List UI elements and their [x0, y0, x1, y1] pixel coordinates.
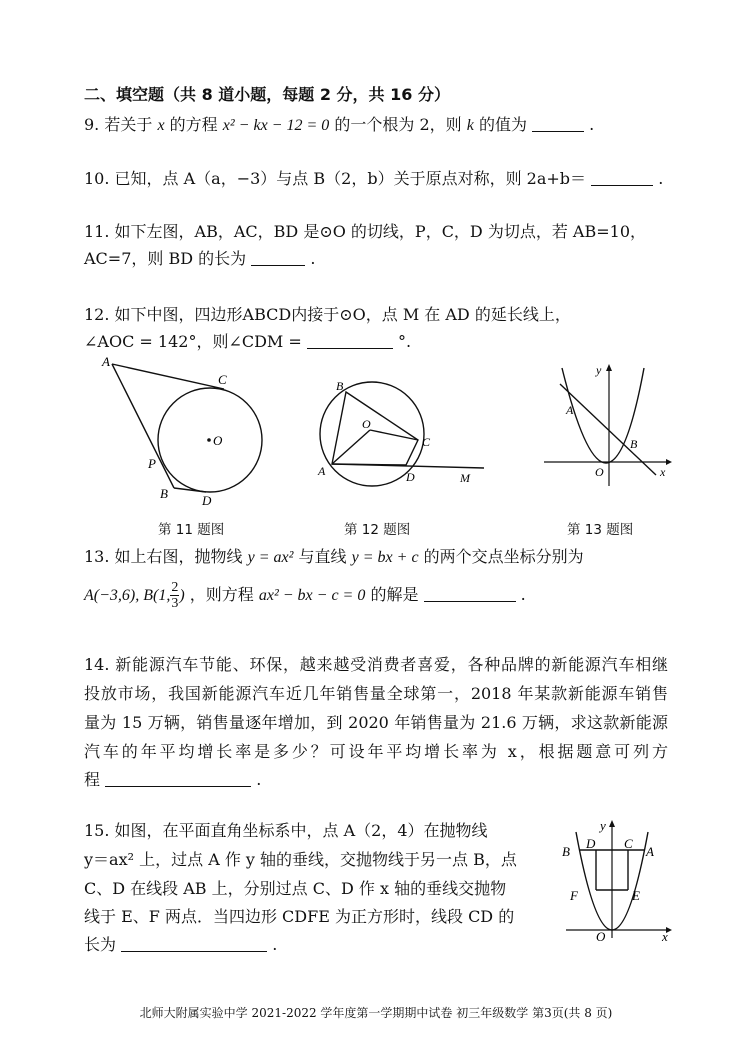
q10-answer-blank[interactable]: [591, 169, 653, 186]
question-14-line5: [84, 769, 261, 791]
q15-end: .: [272, 935, 278, 954]
q13-end: .: [520, 585, 526, 604]
fig15-label-b: B: [562, 844, 570, 859]
q9-var-x: x: [157, 117, 165, 134]
fig13-label-o: O: [595, 465, 604, 479]
fig13-caption: 第 13 题图: [567, 522, 634, 538]
q13-fraction: [170, 580, 179, 611]
fig15-label-o: O: [596, 929, 606, 942]
fig13-y-arrow: [606, 364, 612, 371]
q12-answer-blank[interactable]: [307, 332, 393, 349]
fig15-label-e: E: [632, 888, 640, 903]
q13-prefix: 13. 如上右图，抛物线: [84, 547, 243, 566]
q9-equation: x² − kx − 12 = 0: [222, 117, 330, 134]
q13-mid: 与直线: [298, 547, 347, 566]
q9-mid: 的方程: [169, 115, 218, 134]
question-14-line2: 投放市场，我国新能源汽车近几年销售量全球第一，2018 年某款新能源车销售: [84, 684, 668, 703]
q13-frac-den: 3: [171, 596, 179, 611]
q14-line5: 程: [84, 770, 101, 789]
fig12-label-o: O: [362, 417, 371, 431]
q13-line2-mid: ，则方程: [189, 585, 254, 604]
fig12-label-a: A: [318, 464, 326, 478]
q15-line5: 长为: [84, 935, 117, 954]
fig13-label-x: x: [660, 465, 666, 479]
fig12-label-c: C: [422, 435, 431, 449]
fig13-label-a: A: [566, 403, 574, 417]
fig11-label-a: A: [102, 354, 110, 369]
q13-point-close: ): [179, 587, 185, 604]
fig12-line-am: [332, 464, 484, 468]
q10-text: 10. 已知，点 A（a，−3）与点 B（2，b）关于原点对称，则 2a+b＝: [84, 169, 587, 188]
q11-end: .: [310, 249, 316, 268]
question-15-line4: 线于 E、F 两点．当四边形 CDFE 为正方形时，线段 CD 的: [84, 907, 515, 926]
q13-parabola: y = ax²: [247, 549, 294, 566]
question-11-line1: 11. 如下左图，AB，AC，BD 是⊙O 的切线，P，C，D 为切点，若 AB=10，: [84, 222, 647, 241]
q13-points: A(−3,6), B(1,: [84, 587, 171, 604]
question-13-line1: [84, 546, 584, 569]
q13-line-eq: y = bx + c: [351, 549, 419, 566]
q9-var-k: k: [466, 117, 474, 134]
fig12-label-b: B: [336, 379, 344, 393]
question-15-line3: C、D 在线段 AB 上，分别过点 C、D 作 x 轴的垂线交抛物: [84, 879, 507, 898]
figure-11: [96, 352, 276, 512]
q12-end: °.: [397, 332, 412, 351]
fig15-label-c: C: [624, 836, 633, 851]
q13-answer-blank[interactable]: [424, 585, 516, 602]
question-15-line1: 15. 如图，在平面直角坐标系中，点 A（2，4）在抛物线: [84, 821, 488, 840]
fig11-center-dot: [207, 438, 211, 442]
question-11-line2: [84, 248, 315, 270]
fig15-label-x: x: [662, 929, 668, 942]
fig12-quadrilateral: [332, 392, 418, 465]
fig13-line: [560, 384, 656, 475]
fig13-label-y: y: [596, 363, 602, 377]
question-12-line1: 12. 如下中图，四边形ABCD内接于⊙O，点 M 在 AD 的延长线上，: [84, 305, 571, 324]
q9-end: .: [589, 115, 595, 134]
question-15-line2: y＝ax² 上，过点 A 作 y 轴的垂线，交抛物线于另一点 B，点: [84, 850, 517, 869]
figure-13: [540, 362, 675, 487]
q10-end: .: [658, 169, 664, 188]
section-title: 二、填空题（共 8 道小题，每题 2 分，共 16 分）: [84, 85, 450, 104]
q11-line2: AC=7，则 BD 的长为: [84, 249, 247, 268]
q14-answer-blank[interactable]: [105, 770, 251, 787]
fig12-label-d: D: [406, 470, 415, 484]
question-14-line4: 汽车的年平均增长率是多少？可设年平均增长率为 x，根据题意可列方: [84, 742, 668, 761]
question-13-line2: [84, 580, 526, 611]
fig11-tangent-ab: [112, 364, 174, 488]
q13-equation: ax² − bx − c = 0: [258, 587, 366, 604]
q9-after: 的一个根为 2，则: [334, 115, 462, 134]
fig13-x-arrow: [666, 459, 672, 465]
q13-frac-num: 2: [171, 580, 179, 595]
figure-15: [556, 818, 680, 942]
q9-answer-blank[interactable]: [532, 115, 584, 132]
question-14-line3: 量为 15 万辆，销售量逐年增加，到 2020 年销售量为 21.6 万辆，求这款新能源: [84, 713, 668, 732]
fig11-tangent-ac: [112, 364, 224, 389]
fig11-label-p: P: [148, 456, 156, 471]
q13-suffix: 的两个交点坐标分别为: [423, 547, 584, 566]
question-9: [84, 114, 594, 137]
fig15-y-arrow: [609, 820, 615, 827]
figure-12: [306, 372, 491, 497]
q14-end: .: [256, 770, 262, 789]
question-12-line2: [84, 331, 411, 353]
question-10: [84, 168, 663, 190]
fig11-label-d: D: [202, 493, 212, 508]
fig12-label-m: M: [460, 471, 470, 485]
question-15-line5: [84, 934, 277, 956]
fig12-caption: 第 12 题图: [344, 522, 411, 538]
page-footer: 北师大附属实验中学 2021-2022 学年度第一学期期中试卷 初三年级数学 第3页(共 8 页): [139, 1006, 613, 1020]
fig11-label-c: C: [218, 372, 227, 387]
q12-line2: ∠AOC = 142°，则∠CDM =: [84, 332, 302, 351]
fig15-label-d: D: [586, 836, 596, 851]
fig11-label-b: B: [160, 486, 168, 501]
q9-suffix: 的值为: [478, 115, 527, 134]
fig15-label-f: F: [570, 888, 578, 903]
q13-line2-suffix: 的解是: [370, 585, 419, 604]
q15-answer-blank[interactable]: [121, 935, 267, 952]
fig13-label-b: B: [630, 437, 638, 451]
fig11-caption: 第 11 题图: [158, 522, 225, 538]
fig15-label-a: A: [646, 844, 654, 859]
question-14-line1: 14. 新能源汽车节能、环保，越来越受消费者喜爱，各种品牌的新能源汽车相继: [84, 655, 668, 674]
q9-prefix: 9. 若关于: [84, 115, 153, 134]
q11-answer-blank[interactable]: [251, 249, 305, 266]
fig15-label-y: y: [600, 818, 606, 833]
fig11-label-o: O: [213, 433, 223, 448]
